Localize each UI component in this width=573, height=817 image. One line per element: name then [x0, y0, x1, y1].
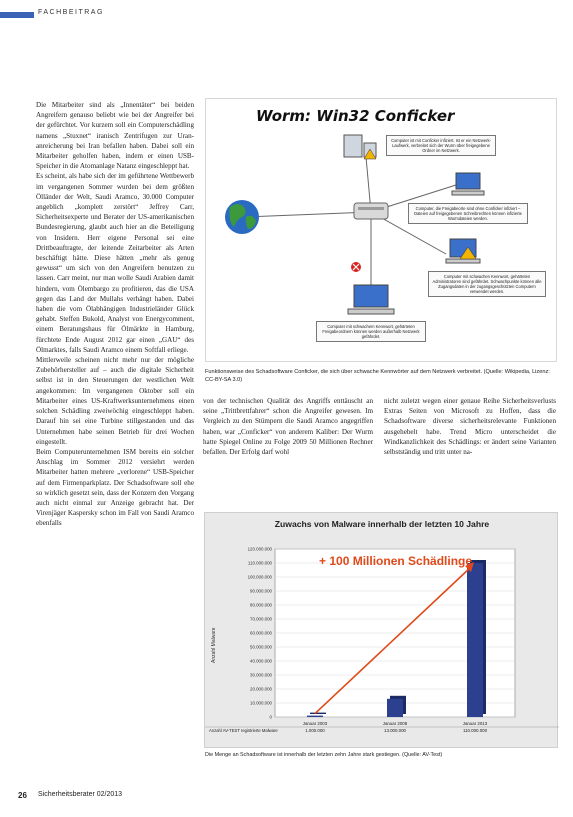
- y-tick-label: 0: [269, 714, 272, 720]
- y-tick-label: 30.000.000: [250, 672, 272, 678]
- article-left-column: [36, 100, 194, 780]
- y-tick-label: 90.000.000: [250, 588, 272, 594]
- chart-annotation: + 100 Millionen Schädlinge: [319, 554, 473, 568]
- paragraph: Es scheint, als habe sich der im geführtene Wettbewerb im vergangenen Sommer wurden bei dem größten Ölländer der Welt, Saudi Aramco, 30.000 Computer angeblich „komplett zerstört“ Jeffrey Carr, Sicherheitsexperte und Berater der US-amerikanischen Bundesregierung, glaubt auch hier an die Beteiligung von Insidern. Herr eigene Personal sei eine Drittbeauftragte, der leitende Zeitarbeiter als Arten beschäftigt hätte. Diese hätten „mehr als genug gewusst“ um sich von den Angreifern benutzen zu lassen. Carr meint, nur man wolle Saudi Arabien damit hindern, vom Ölembargo zu profitieren, das die USA gegen das Land der Mullahs verhängt haben. Dabei haben die vom Ölabhängigen Industrieländer Glück gehabt. Steffen Bukold, Analyst von Energycomment, einem Beratungshaus für Ölmärkte in Hamburg, fürchtete Ende August 2012 gar einen „GAU“ des Ölmarktes, falls Saudi Aramco einem Softfall erliege.: [36, 172, 194, 354]
- data-label: 13.000.000: [384, 728, 406, 733]
- conficker-diagram: [205, 98, 557, 362]
- callout-weak-password-shares: Computer mit schwachem Kennwort, gehärteten Freigabeordnern können werden außerhalb Netzwerk gefährdet.: [316, 321, 426, 342]
- chart-title: Zuwachs von Malware innerhalb der letzten 10 Jahre: [274, 519, 490, 529]
- network-computer-icon: [446, 239, 480, 263]
- data-label: 110.000.000: [462, 728, 488, 733]
- section-color-bar: [0, 12, 34, 18]
- y-tick-label: 60.000.000: [250, 630, 272, 636]
- y-tick-label: 10.000.000: [250, 700, 272, 706]
- x-tick-label: Januar 2003: [302, 721, 328, 726]
- router-icon: [354, 203, 388, 219]
- data-label: 1.000.000: [305, 728, 325, 733]
- section-label: FACHBEITRAG: [38, 9, 104, 16]
- y-tick-label: 100.000.000: [247, 574, 272, 580]
- y-tick-label: 110.000.000: [247, 560, 272, 566]
- chart-plot: [205, 513, 559, 749]
- publication-name: Sicherheitsberater 02/2013: [38, 791, 123, 798]
- y-tick-label: 20.000.000: [250, 686, 272, 692]
- paragraph: Die Mitarbeiter sind als „Innentäter“ bei beiden Angreifern genauso beliebt wie bei der Angreifer bei der gefürchtet. Vor kurzem soll ein Computerschädling namens „Stuxnet“ iranisch Zentrifugen zur Uran-anreicherung bei Iran befallen haben. Dabei soll ein Mitarbeiter geholfen haben, indem er einen USB-Speicher in die Atomanlage Natanz eingeschleppt hat.: [36, 101, 194, 171]
- diagram-title: Worm: Win32 Conficker: [256, 107, 455, 125]
- figure-caption: Funktionsweise des Schadsoftware Conficker, die sich über schwache Kennwörter auf dem Netzwerk verbreitet. (Quelle: Wikipedia, Lizenz: CC-BY-SA 3.0): [205, 369, 550, 383]
- y-axis-label: Anzahl Malware: [211, 627, 217, 663]
- y-tick-label: 80.000.000: [250, 602, 272, 608]
- bar: [307, 716, 323, 717]
- infected-computer-icon: [344, 135, 376, 159]
- x-tick-label: Januar 2008: [382, 721, 408, 726]
- network-computer-icon: [452, 173, 484, 195]
- malware-growth-chart: [204, 512, 558, 748]
- y-tick-label: 40.000.000: [250, 658, 272, 664]
- paragraph: Mittlerweile scheinen nicht mehr nur der mögliche Zubehörhersteller auf – auch die digitale Sicherheit selbst ist in den Steuerungen der westlichen Welt angekommen: Im vergangenen Oktober soll ein Mitarbeiter eines US-Kraftwerksunternehmens einen solchen Schädling zweiwöchig eingeschleppt haben. Darauf hin sei eine Turbine stillgestanden und das Unternehmen habe seinen Betrieb für drei Wochen eingestellt.: [36, 356, 194, 446]
- paragraph: nicht zuletzt wegen einer genaue Reihe Sicherheitsverlusts Extras Seiten von Microsoft zu Hoffen, dass die Schadsoftware diverse sicherheitsrelevante Funktionen ausgehebelt habe. Trend Micro unterscheidet die Windkanzlichkeit des Schädlings: er ändert seine Varianten selbstständig und tritt unter na-: [384, 397, 556, 457]
- y-tick-label: 50.000.000: [250, 644, 272, 650]
- x-tick-label: Januar 2013: [462, 721, 488, 726]
- callout-weak-password-admin: Computer mit schwachen Kennwort, gehärteten Administratoren sind gefährdet. Schwachpunkte können alle Zugangsdaten in der zugangsgeschützten Computern verwendet werden.: [428, 271, 546, 297]
- legend-entry: Anzahl AV-TEST registrierte Malware: [209, 728, 278, 733]
- internet-globe-icon: [225, 200, 259, 234]
- paragraph: von der technischen Qualität des Angriffs enttäuscht an seine „Trittbrettfahrer“ schon die Angreifer gewesen. Im Vergleich zu den Stümpern die Saudi Aramco angegriffen haben, war „Conficker“ von anderem Kaliber: Der Wurm hatte Spiegel Online zu Folge 2009 50 Millionen Rechner befallen. Der Erfolg darf wohl: [203, 397, 373, 457]
- y-tick-label: 70.000.000: [250, 616, 272, 622]
- callout-infected-computer: Computer ist mit Conficker infiziert. Ist er ein Netzwerk-Laufwerk, verbreitet sich der Wurm über freigegebene Ordner im Netzwerk.: [386, 135, 496, 156]
- page-number: 26: [18, 791, 27, 800]
- y-tick-label: 120.000.000: [247, 546, 272, 552]
- callout-shared-folders: Computer, die Freigabeorte sind ohne Conficker infiziert – Dateien auf freigegebenen Schreibrechten können infizierte Wurmdateien werden.: [408, 203, 528, 224]
- bar: [387, 699, 403, 717]
- figure-caption: Die Menge an Schadsoftware ist innerhalb der letzten zehn Jahre stark gestiegen. (Quelle: AV-Test): [205, 752, 443, 758]
- bar: [467, 563, 483, 717]
- bar-shadow: [310, 713, 326, 714]
- paragraph: Beim Computerunternehmen ISM bereits ein solcher Anschlag im Sommer 2012 versiehrt werden Mitarbeiter hatten mehrere „verlorene“ USB-Speicher auf dem Firmenparkplatz. Der Schadsoftware soll ehe so wirklich gesetzt sein, dass der Konzern den Vorgang auch nicht einmal zur Anzeige gebracht hat. Der Virenjäger Kaspersky schon im Fall von Saudi Aramco ebenfalls: [36, 447, 194, 528]
